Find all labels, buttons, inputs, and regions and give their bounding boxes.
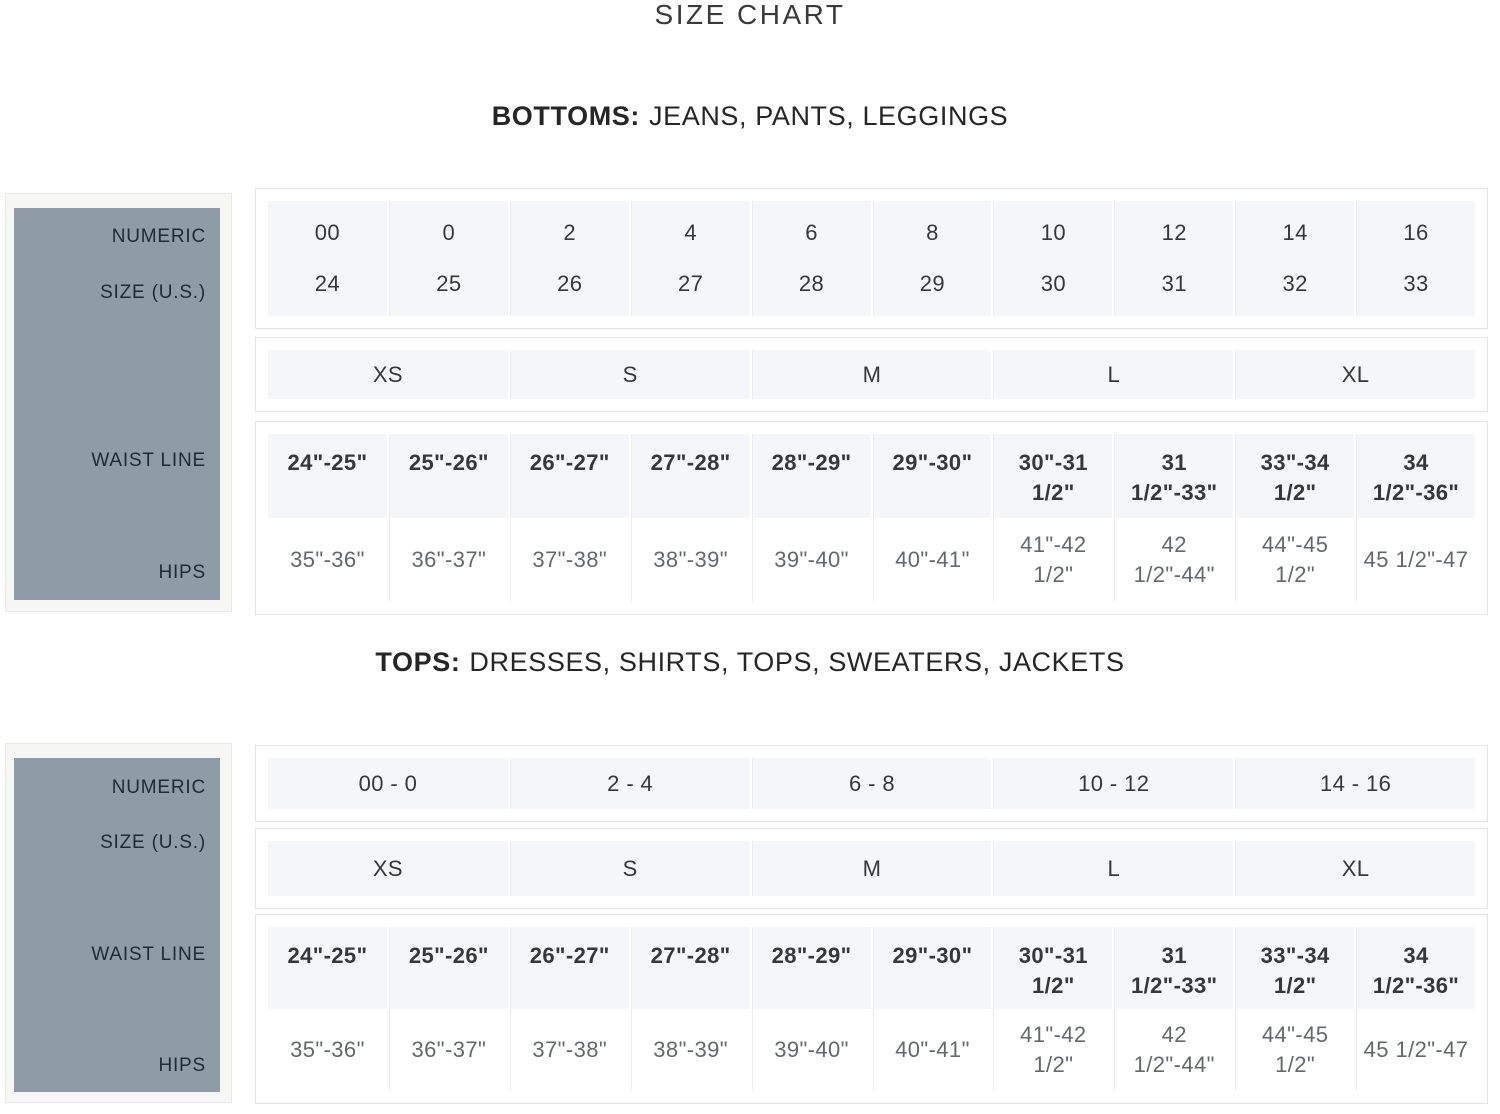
waist-cell: 33"-34 1/2" [1235,434,1354,518]
tops-row-labels-box [14,758,220,1092]
size-cell [1356,201,1475,316]
hips-cell: 40"-41" [873,518,992,602]
size-cell [873,201,992,316]
bottoms-letter-size-row [255,337,1488,412]
hips-cell: 37"-38" [510,518,629,602]
hips-cell: 45 1/2"-47 [1356,518,1475,602]
denim-size: 30 [1040,270,1066,296]
us-size: 2 [563,220,577,246]
size-group-cell: 14 - 16 [1235,758,1475,809]
letter-size-cell: S [510,841,750,896]
waist-cell: 31 1/2"-33" [1114,434,1233,518]
row-label-hips: HIPS [158,562,206,583]
us-size: 12 [1161,220,1187,246]
hips-cell: 42 1/2"-44" [1114,518,1233,602]
waist-cell: 27"-28" [631,927,750,1009]
row-label-waist-line: WAIST LINE [91,944,206,965]
letter-size-cell: M [752,841,992,896]
waist-cell: 27"-28" [631,434,750,518]
denim-size: 32 [1282,270,1308,296]
size-cell [993,201,1112,316]
size-cell [1114,201,1233,316]
waist-cell: 34 1/2"-36" [1356,927,1475,1009]
bottoms-section-heading [0,101,1500,132]
size-cell [631,201,750,316]
tops-heading-items: DRESSES, SHIRTS, TOPS, SWEATERS, JACKETS [469,647,1125,677]
page-title: SIZE CHART [654,0,846,30]
waist-cell: 24"-25" [268,434,387,518]
letter-size-cell: XL [1235,841,1475,896]
size-group-cell: 6 - 8 [752,758,992,809]
size-cell [268,201,387,316]
letter-size-cell: M [752,350,992,399]
size-group-cell: 00 - 0 [268,758,508,809]
size-cell [510,201,629,316]
letter-size-cell: L [993,350,1233,399]
us-size: 00 [314,220,341,246]
hips-cell: 44"-45 1/2" [1235,518,1354,602]
row-label-waist-line: WAIST LINE [91,450,206,471]
denim-size: 28 [798,270,825,296]
waist-cell: 26"-27" [510,927,629,1009]
us-size: 6 [805,220,818,246]
hips-cell: 38"-39" [631,518,750,602]
waist-cell: 28"-29" [752,434,871,518]
letter-size-cell: XS [268,350,508,399]
waist-cell: 30"-31 1/2" [993,927,1112,1009]
waist-cell: 29"-30" [873,927,992,1009]
letter-size-cell: S [510,350,750,399]
us-size: 8 [926,220,939,246]
hips-cell: 40"-41" [873,1009,992,1091]
hips-cell: 36"-37" [389,518,508,602]
hips-cell: 44"-45 1/2" [1235,1009,1354,1091]
hips-cell: 37"-38" [510,1009,629,1091]
denim-size: 26 [557,270,583,296]
size-cell [389,201,508,316]
denim-size: 27 [678,270,704,296]
hips-cell: 38"-39" [631,1009,750,1091]
letter-size-cell: XS [268,841,508,896]
denim-size: 31 [1161,270,1187,296]
bottoms-row-labels-box [14,208,220,600]
waist-cell: 33"-34 1/2" [1235,927,1354,1009]
hips-cell: 35"-36" [268,1009,387,1091]
letter-size-cell: L [993,841,1233,896]
waist-cell: 29"-30" [873,434,992,518]
tops-numeric-size-row [255,745,1488,822]
hips-cell: 45 1/2"-47 [1356,1009,1475,1091]
us-size: 0 [442,220,456,246]
hips-cell: 36"-37" [389,1009,508,1091]
size-group-cell: 10 - 12 [993,758,1233,809]
size-cell [752,201,871,316]
bottoms-row-labels-panel [5,193,232,612]
tops-heading-category: TOPS: [375,647,461,677]
row-label-size-us: SIZE (U.S.) [100,282,206,303]
waist-cell: 30"-31 1/2" [993,434,1112,518]
tops-row-labels-panel [5,743,232,1103]
hips-cell: 41"-42 1/2" [993,518,1112,602]
hips-cell: 41"-42 1/2" [993,1009,1112,1091]
denim-size: 29 [919,270,946,296]
waist-cell: 34 1/2"-36" [1356,434,1475,518]
denim-size: 24 [314,270,341,296]
hips-cell: 35"-36" [268,518,387,602]
bottoms-heading-category: BOTTOMS: [491,101,640,131]
hips-cell: 39"-40" [752,518,871,602]
size-group-cell: 2 - 4 [510,758,750,809]
letter-size-cell: XL [1235,350,1475,399]
us-size: 16 [1403,220,1429,246]
row-label-numeric: NUMERIC [111,226,206,247]
bottoms-numeric-size-row [255,188,1488,329]
waist-cell: 25"-26" [389,927,508,1009]
row-label-numeric: NUMERIC [111,777,206,798]
tops-letter-size-row [255,828,1488,909]
waist-cell: 25"-26" [389,434,508,518]
us-size: 10 [1040,220,1066,246]
tops-measurements-block [255,914,1488,1104]
waist-cell: 26"-27" [510,434,629,518]
denim-size: 33 [1403,270,1429,296]
bottoms-measurements-block [255,421,1488,615]
bottoms-heading-items: JEANS, PANTS, LEGGINGS [649,101,1009,131]
waist-cell: 28"-29" [752,927,871,1009]
us-size: 14 [1282,220,1308,246]
tops-section-heading [0,647,1500,678]
denim-size: 25 [436,270,462,296]
hips-cell: 39"-40" [752,1009,871,1091]
row-label-hips: HIPS [158,1055,206,1076]
waist-cell: 31 1/2"-33" [1114,927,1233,1009]
us-size: 4 [684,220,697,246]
waist-cell: 24"-25" [268,927,387,1009]
row-label-size-us: SIZE (U.S.) [100,832,206,853]
size-cell [1235,201,1354,316]
hips-cell: 42 1/2"-44" [1114,1009,1233,1091]
